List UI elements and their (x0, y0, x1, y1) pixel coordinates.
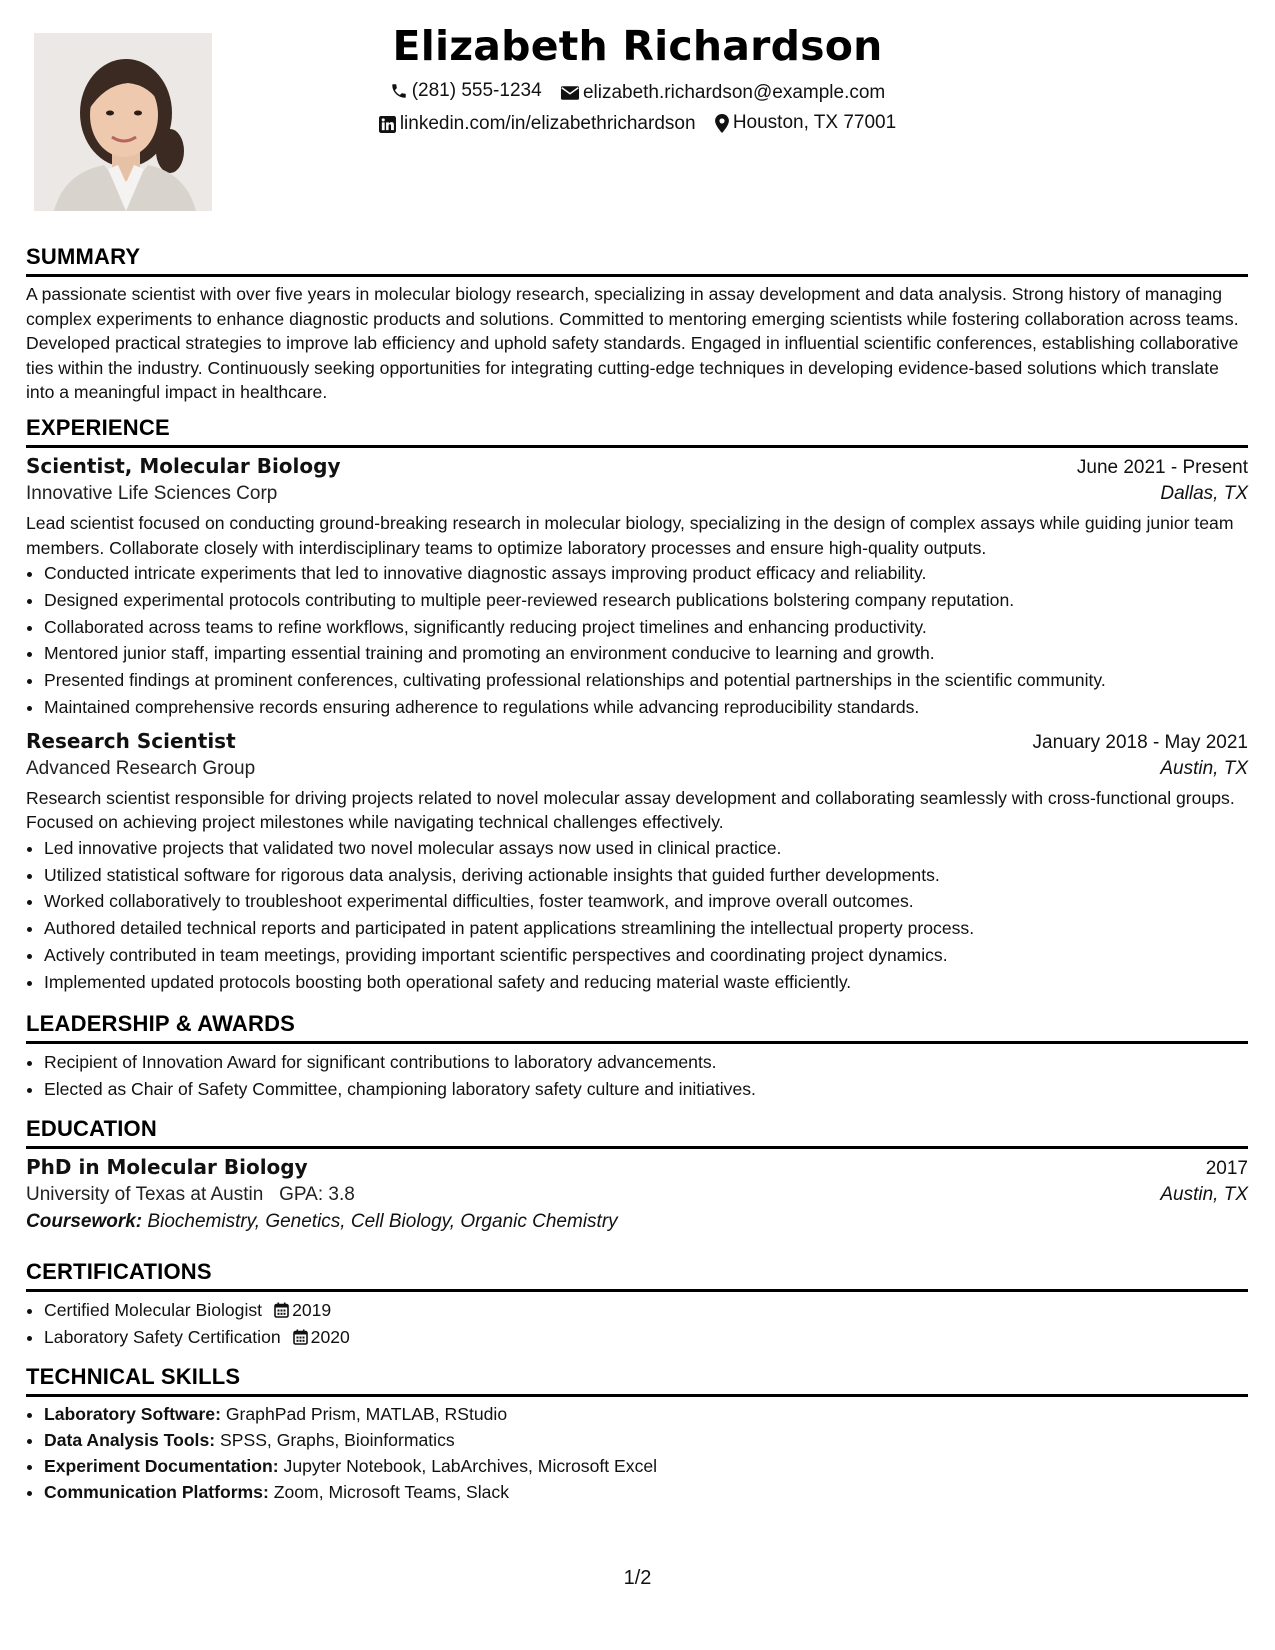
calendar-icon (293, 1329, 308, 1345)
skill-category: Data Analysis Tools: (44, 1430, 216, 1450)
skill-values: GraphPad Prism, MATLAB, RStudio (225, 1404, 508, 1424)
graduation-year: 2017 (1205, 1158, 1248, 1179)
degree-name: PhD in Molecular Biology (26, 1155, 308, 1179)
certifications-section (26, 1259, 1248, 1351)
list-item: • Actively contributed in team meetings, providing important scientific perspectives and coordinating project dynamics. (44, 942, 1248, 969)
skill-values: Zoom, Microsoft Teams, Slack (273, 1482, 510, 1502)
job-title: Scientist, Molecular Biology (26, 454, 341, 478)
certification-name: Certified Molecular Biologist (44, 1300, 263, 1320)
phone-number: (281) 555-1234 (411, 80, 542, 101)
section-divider (26, 274, 1248, 277)
candidate-name: Elizabeth Richardson (392, 22, 883, 70)
section-divider (26, 1289, 1248, 1292)
job-dates: January 2018 - May 2021 (1032, 731, 1248, 753)
skills-section (26, 1364, 1248, 1505)
coursework (26, 1211, 1248, 1233)
list-item: • Utilized statistical software for rigorous data analysis, deriving actionable insights that guided further developments. (44, 862, 1248, 889)
summary-text: A passionate scientist with over five years in molecular biology research, specializing in assay development and data analysis. Strong history of managing complex experiments to enhance diagnostic products and solutions. Committed to mentoring emerging scientists while fostering collaboration across teams. Developed practical strategies to improve lab efficiency and uphold safety standards. Engaged in influential scientific conferences, establishing collaborative ties within the industry. Continuously seeking opportunities for integrating cutting-edge techniques in developing evidence-based solutions which translate into a meaningful impact in healthcare. (26, 284, 1239, 402)
list-item: • Elected as Chair of Safety Committee, championing laboratory safety culture and initiatives. (44, 1076, 1248, 1103)
job-description: Lead scientist focused on conducting ground-breaking research in molecular biology, specializing in the design of complex assays while guiding junior team members. Collaborate closely with interdisciplinary teams to optimize laboratory processes and ensure high-quality outputs. (26, 513, 1234, 558)
skill-values: SPSS, Graphs, Bioinformatics (219, 1430, 455, 1450)
list-item: • Collaborated across teams to refine workflows, significantly reducing project timelines and enhancing productivity. (44, 614, 1248, 641)
leadership-title: LEADERSHIP & AWARDS (26, 1011, 296, 1036)
job-description: Research scientist responsible for driving projects related to novel molecular assay development and collaborating seamlessly with cross-functional groups. Focused on achieving project milestones while navigating technical challenges effectively. (26, 787, 1235, 833)
list-item (44, 1479, 1248, 1505)
contact-row-1 (0, 80, 1275, 106)
certification-year: 2020 (310, 1326, 350, 1347)
contact-row-2 (0, 112, 1275, 139)
coursework-label: Coursework: (26, 1211, 143, 1232)
calendar-icon (274, 1302, 289, 1318)
envelope-icon (561, 86, 579, 100)
job-location: Dallas, TX (1160, 483, 1248, 504)
location-contact (715, 112, 896, 134)
certification-year: 2019 (292, 1300, 332, 1320)
job-bullets (26, 560, 1248, 721)
certifications-list (26, 1297, 1248, 1351)
list-item: • Conducted intricate experiments that led to innovative diagnostic assays improving product efficacy and reliability. (44, 560, 1248, 587)
skill-category: Laboratory Software: (44, 1404, 221, 1424)
phone-icon (390, 82, 408, 100)
list-item (44, 1324, 1248, 1351)
page-number: 1/2 (623, 1567, 652, 1589)
skill-category: Experiment Documentation: (44, 1456, 279, 1476)
linkedin-url: linkedin.com/in/elizabethrichardson (399, 113, 696, 134)
skill-category: Communication Platforms: (44, 1482, 269, 1502)
list-item: • Recipient of Innovation Award for significant contributions to laboratory advancements. (44, 1049, 1248, 1076)
email-address: elizabeth.richardson@example.com (582, 82, 886, 103)
school-name: University of Texas at Austin (26, 1184, 264, 1205)
leadership-section (26, 1011, 1248, 1103)
experience-title: EXPERIENCE (26, 415, 170, 440)
certifications-title: CERTIFICATIONS (26, 1259, 212, 1284)
list-item: • Worked collaboratively to troubleshoot experimental difficulties, foster teamwork, and improve overall outcomes. (44, 888, 1248, 915)
job-dates: June 2021 - Present (1076, 457, 1248, 478)
coursework-list: Biochemistry, Genetics, Cell Biology, Organic Chemistry (147, 1211, 618, 1232)
skills-title: TECHNICAL SKILLS (26, 1364, 241, 1389)
phone-contact[interactable] (390, 80, 542, 102)
email-contact[interactable] (561, 82, 885, 104)
list-item (44, 1401, 1248, 1427)
list-item: • Authored detailed technical reports and participated in patent applications streamlining the intellectual property process. (44, 915, 1248, 942)
map-pin-icon (715, 114, 729, 133)
certification-name: Laboratory Safety Certification (44, 1326, 281, 1347)
list-item: • Presented findings at prominent conferences, cultivating professional relationships and potential partnerships in the scientific community. (44, 667, 1248, 694)
company-name: Innovative Life Sciences Corp (26, 483, 278, 504)
list-item: • Led innovative projects that validated two novel molecular assays now used in clinical practice. (44, 835, 1248, 862)
education-title: EDUCATION (26, 1116, 157, 1141)
summary-section (26, 244, 1248, 405)
education-section (26, 1116, 1248, 1233)
linkedin-icon (379, 116, 396, 133)
list-item (44, 1453, 1248, 1479)
company-name: Advanced Research Group (26, 757, 256, 779)
experience-section (26, 415, 1248, 996)
job-entry (26, 454, 1248, 721)
school-location: Austin, TX (1160, 1184, 1248, 1205)
job-location: Austin, TX (1160, 757, 1248, 779)
section-divider (26, 1041, 1248, 1044)
school-info (26, 1184, 355, 1206)
list-item: • Implemented updated protocols boosting both operational safety and reducing material waste efficiently. (44, 969, 1248, 996)
skill-values: Jupyter Notebook, LabArchives, Microsoft Excel (283, 1456, 658, 1476)
job-bullets (26, 835, 1248, 996)
section-divider (26, 1146, 1248, 1149)
list-item: • Maintained comprehensive records ensuring adherence to regulations while advancing reproducibility standards. (44, 694, 1248, 721)
section-divider (26, 445, 1248, 448)
leadership-list (26, 1049, 1248, 1103)
skills-list (26, 1401, 1248, 1505)
list-item: • Mentored junior staff, imparting essential training and promoting an environment conducive to learning and growth. (44, 640, 1248, 667)
list-item: • Designed experimental protocols contributing to multiple peer-reviewed research publications bolstering company reputation. (44, 587, 1248, 614)
job-entry (26, 729, 1248, 996)
location-text: Houston, TX 77001 (732, 112, 897, 133)
list-item (44, 1427, 1248, 1453)
job-title: Research Scientist (26, 728, 236, 753)
list-item (44, 1297, 1248, 1324)
section-divider (26, 1394, 1248, 1397)
gpa: GPA: 3.8 (279, 1184, 355, 1205)
linkedin-contact[interactable] (379, 113, 696, 135)
summary-title: SUMMARY (26, 244, 141, 269)
